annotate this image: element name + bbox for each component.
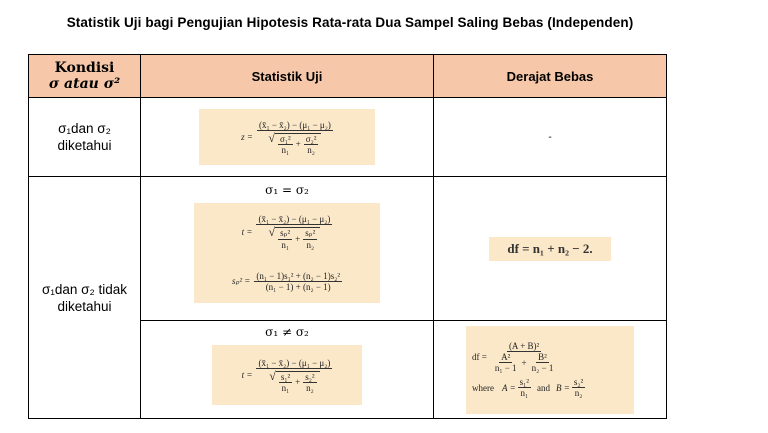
z-statistic-cell [141, 98, 434, 177]
b-def-left: B = [556, 382, 570, 393]
z-term-1 [278, 134, 293, 155]
t-welch-formula-image [212, 345, 362, 405]
t-pooled-formula-image [194, 203, 380, 303]
t2-numerator: (x̄₁ − x̄₂) − (μ₁ − μ₂) [258, 357, 331, 368]
condition-known-line2: diketahui [57, 138, 112, 153]
t2-left: t = [241, 370, 253, 380]
ab-definitions [472, 377, 634, 398]
condition-known [29, 98, 141, 177]
t-left: t = [241, 226, 253, 237]
page-title: Statistik Uji bagi Pengujian Hipotesis Rata-rata Dua Sampel Saling Bebas (Independen) [66, 15, 634, 30]
df2-a-term [493, 352, 519, 373]
header-kondisi-line2: σ atau σ² [48, 76, 121, 92]
t2-plus: + [295, 377, 301, 387]
a-def-fraction [518, 377, 531, 398]
z-plus: + [295, 139, 301, 149]
df2-b-num: B² [538, 352, 547, 362]
t2-term-2-den: n₂ [306, 382, 314, 393]
hypothesis-test-table [28, 54, 667, 419]
header-kondisi-line1: Kondisi [54, 60, 115, 76]
t2-sqrt [276, 371, 320, 393]
z-term-1-den: n₁ [281, 144, 290, 155]
df2-denominator [491, 352, 558, 373]
a-def-num: s₁² [519, 377, 530, 387]
sqrt-sign: √ [268, 130, 275, 145]
b-def-num: s₂² [573, 377, 584, 387]
table-row-known [29, 98, 667, 177]
t-numerator: (x̄₁ − x̄₂) − (μ₁ − μ₂) [258, 213, 331, 224]
a-def-left: A = [502, 382, 516, 393]
t-welch-cell [141, 321, 434, 419]
condition-known-line1: σ₁dan σ₂ [58, 121, 111, 136]
df2-left: df = [472, 352, 487, 362]
t-pooled-cell [141, 177, 434, 321]
pooled-numerator: (n₁ − 1)s₁² + (n₂ − 1)s₂² [256, 271, 341, 282]
b-def-fraction [572, 377, 585, 398]
t-term-1-num: sₚ² [280, 227, 291, 238]
z-formula-left: z = [241, 132, 253, 142]
condition-unknown-line1: σ₁dan σ₂ tidak [41, 281, 127, 297]
and-label: and [537, 382, 551, 393]
unequal-variance-heading: σ₁ ≠ σ₂ [265, 325, 309, 339]
z-term-2-den: n₂ [307, 144, 315, 155]
t-sqrt [275, 227, 320, 250]
pooled-denominator: (n₁ − 1) + (n₂ − 1) [265, 282, 331, 293]
t2-term-1-den: n₁ [281, 382, 290, 393]
t-term-2 [303, 228, 317, 250]
z-formula-sqrt [275, 133, 321, 155]
df-welch-formula [472, 341, 634, 373]
df2-fraction [491, 341, 558, 373]
where-label: where [472, 382, 494, 393]
t-fraction [256, 214, 332, 250]
t2-term-1-num: s₁² [280, 371, 291, 382]
df-known: - [434, 98, 667, 177]
t2-term-2-num: s₂² [305, 371, 315, 382]
df-equal-formula: df = n₁ + n₂ − 2. [489, 237, 611, 261]
df-welch-cell [434, 321, 667, 419]
df2-b-den: n₂ − 1 [531, 363, 554, 373]
z-term-2 [304, 134, 319, 155]
df2-a-den: n₁ − 1 [494, 363, 517, 373]
t-term-2-num: sₚ² [305, 227, 316, 238]
pooled-left: sₚ² = [231, 276, 251, 287]
df2-numerator: (A + B)² [508, 341, 540, 351]
pooled-fraction [254, 271, 342, 292]
table-header-row [29, 55, 667, 98]
df-welch-formula-image [466, 326, 634, 414]
t-plus: + [295, 233, 301, 244]
z-term-2-num: σ₂² [305, 133, 317, 144]
header-statistik-uji: Statistik Uji [141, 55, 434, 98]
condition-unknown-line2: diketahui [57, 298, 112, 314]
table-row-unknown-equal [29, 177, 667, 321]
z-formula-numerator: (x̄₁ − x̄₂) − (μ₁ − μ₂) [258, 119, 331, 130]
header-derajat-bebas: Derajat Bebas [434, 55, 667, 98]
header-kondisi [29, 55, 141, 98]
df-equal-cell [434, 177, 667, 321]
sqrt-sign: √ [269, 368, 276, 383]
pooled-variance-formula [232, 271, 342, 292]
df2-b-term [530, 352, 556, 373]
df2-a-num: A² [501, 352, 511, 362]
sqrt-sign: √ [268, 224, 276, 239]
equal-variance-heading: σ₁ = σ₂ [265, 183, 309, 197]
t-pooled-formula [242, 214, 333, 250]
z-formula-denominator [266, 131, 323, 155]
z-formula-fraction [257, 120, 333, 155]
t-denominator [267, 225, 323, 250]
b-def-den: n₂ [574, 388, 583, 398]
condition-unknown [29, 177, 141, 419]
t-term-1 [278, 228, 292, 250]
df2-plus: + [521, 357, 527, 368]
t2-term-1 [279, 372, 292, 393]
t2-term-2 [303, 372, 316, 393]
a-def-den: n₁ [520, 388, 529, 398]
t-term-2-den: n₂ [306, 239, 315, 250]
t2-fraction [256, 358, 332, 393]
t-term-1-den: n₁ [281, 239, 289, 250]
z-term-1-num: σ₁² [279, 133, 291, 144]
t2-denominator [267, 369, 321, 393]
z-formula-image [199, 109, 375, 165]
